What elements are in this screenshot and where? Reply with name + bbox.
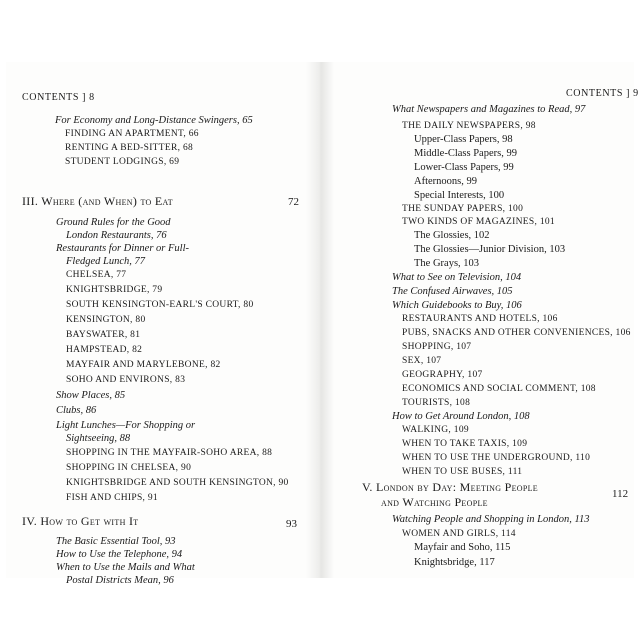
toc-subentry: BAYSWATER, 81 bbox=[66, 330, 141, 340]
toc-entry: How to Use the Telephone, 94 bbox=[56, 549, 183, 560]
toc-subentry: FISH AND CHIPS, 91 bbox=[66, 493, 158, 503]
toc-entry: When to Use the Mails and What bbox=[56, 562, 195, 573]
toc-subsubentry: The Grays, 103 bbox=[414, 258, 480, 269]
toc-subentry: SEX, 107 bbox=[402, 356, 442, 366]
toc-subentry: SHOPPING IN CHELSEA, 90 bbox=[66, 463, 192, 473]
toc-entry: Restaurants for Dinner or Full- bbox=[56, 243, 189, 254]
toc-entry-continued: Fledged Lunch, 77 bbox=[66, 256, 146, 267]
toc-subentry: SOUTH KENSINGTON-EARL'S COURT, 80 bbox=[66, 300, 254, 310]
chapter-page-number: 93 bbox=[286, 518, 297, 530]
toc-entry: Ground Rules for the Good bbox=[56, 217, 171, 228]
toc-entry: Which Guidebooks to Buy, 106 bbox=[392, 300, 522, 311]
toc-entry: The Basic Essential Tool, 93 bbox=[56, 536, 176, 547]
toc-subentry: PUBS, SNACKS AND OTHER CONVENIENCES, 106 bbox=[402, 328, 631, 338]
toc-entry-continued: London Restaurants, 76 bbox=[66, 230, 167, 241]
toc-subentry: THE SUNDAY PAPERS, 100 bbox=[402, 204, 524, 214]
toc-subentry: WHEN TO USE THE UNDERGROUND, 110 bbox=[402, 453, 591, 463]
chapter-title: III. Where (and When) to Eat bbox=[22, 194, 173, 208]
toc-entry: What Newspapers and Magazines to Read, 97 bbox=[392, 104, 586, 115]
toc-subentry: KENSINGTON, 80 bbox=[66, 315, 146, 325]
toc-subentry: SHOPPING IN THE MAYFAIR-SOHO AREA, 88 bbox=[66, 448, 273, 458]
toc-subentry: ECONOMICS AND SOCIAL COMMENT, 108 bbox=[402, 384, 596, 394]
toc-subsubentry: Upper-Class Papers, 98 bbox=[414, 134, 513, 145]
toc-entry-continued: Sightseeing, 88 bbox=[66, 433, 131, 444]
toc-subsubentry: Mayfair and Soho, 115 bbox=[414, 542, 511, 553]
toc-entry: Clubs, 86 bbox=[56, 405, 97, 416]
toc-subentry: MAYFAIR AND MARYLEBONE, 82 bbox=[66, 360, 221, 370]
chapter-title-continued: and Watching People bbox=[381, 495, 488, 509]
toc-subsubentry: The Glossies, 102 bbox=[414, 230, 490, 241]
toc-subsubentry: Special Interests, 100 bbox=[414, 190, 505, 201]
toc-subsubentry: Lower-Class Papers, 99 bbox=[414, 162, 514, 173]
toc-entry: For Economy and Long-Distance Swingers, 65 bbox=[55, 115, 253, 126]
toc-subentry: STUDENT LODGINGS, 69 bbox=[65, 157, 180, 167]
toc-subentry: SOHO AND ENVIRONS, 83 bbox=[66, 375, 186, 385]
toc-entry: The Confused Airwaves, 105 bbox=[392, 286, 513, 297]
right-page-header: CONTENTS ] 9 bbox=[566, 88, 639, 99]
chapter-page-number: 112 bbox=[612, 488, 629, 500]
toc-subsubentry: The Glossies—Junior Division, 103 bbox=[414, 244, 566, 255]
toc-entry: Watching People and Shopping in London, 113 bbox=[392, 514, 590, 525]
toc-subentry: WHEN TO USE BUSES, 111 bbox=[402, 467, 523, 477]
book-gutter bbox=[306, 62, 334, 578]
toc-subentry: THE DAILY NEWSPAPERS, 98 bbox=[402, 121, 536, 131]
toc-entry: What to See on Television, 104 bbox=[392, 272, 522, 283]
chapter-title: V. London by Day: Meeting People bbox=[362, 480, 538, 494]
toc-subentry: WOMEN AND GIRLS, 114 bbox=[402, 529, 516, 539]
toc-subentry: TOURISTS, 108 bbox=[402, 398, 471, 408]
toc-subentry: HAMPSTEAD, 82 bbox=[66, 345, 143, 355]
toc-entry: How to Get Around London, 108 bbox=[392, 411, 530, 422]
toc-subentry: TWO KINDS OF MAGAZINES, 101 bbox=[402, 217, 555, 227]
toc-subentry: WALKING, 109 bbox=[402, 425, 469, 435]
toc-subentry: SHOPPING, 107 bbox=[402, 342, 472, 352]
chapter-title: IV. How to Get with It bbox=[22, 514, 139, 528]
toc-subentry: GEOGRAPHY, 107 bbox=[402, 370, 483, 380]
toc-subentry: KNIGHTSBRIDGE, 79 bbox=[66, 285, 163, 295]
toc-subentry: RENTING A BED-SITTER, 68 bbox=[65, 143, 194, 153]
chapter-page-number: 72 bbox=[288, 196, 299, 208]
toc-subentry: WHEN TO TAKE TAXIS, 109 bbox=[402, 439, 528, 449]
toc-subsubentry: Afternoons, 99 bbox=[414, 176, 477, 187]
toc-subsubentry: Knightsbridge, 117 bbox=[414, 557, 495, 568]
toc-entry: Light Lunches—For Shopping or bbox=[56, 420, 196, 431]
toc-subentry: KNIGHTSBRIDGE AND SOUTH KENSINGTON, 90 bbox=[66, 478, 289, 488]
toc-entry: Show Places, 85 bbox=[56, 390, 126, 401]
toc-subentry: FINDING AN APARTMENT, 66 bbox=[65, 129, 199, 139]
left-page-header: CONTENTS ] 8 bbox=[22, 92, 95, 103]
toc-subentry: CHELSEA, 77 bbox=[66, 270, 127, 280]
toc-subentry: RESTAURANTS AND HOTELS, 106 bbox=[402, 314, 558, 324]
toc-subsubentry: Middle-Class Papers, 99 bbox=[414, 148, 517, 159]
toc-entry-continued: Postal Districts Mean, 96 bbox=[66, 575, 174, 586]
